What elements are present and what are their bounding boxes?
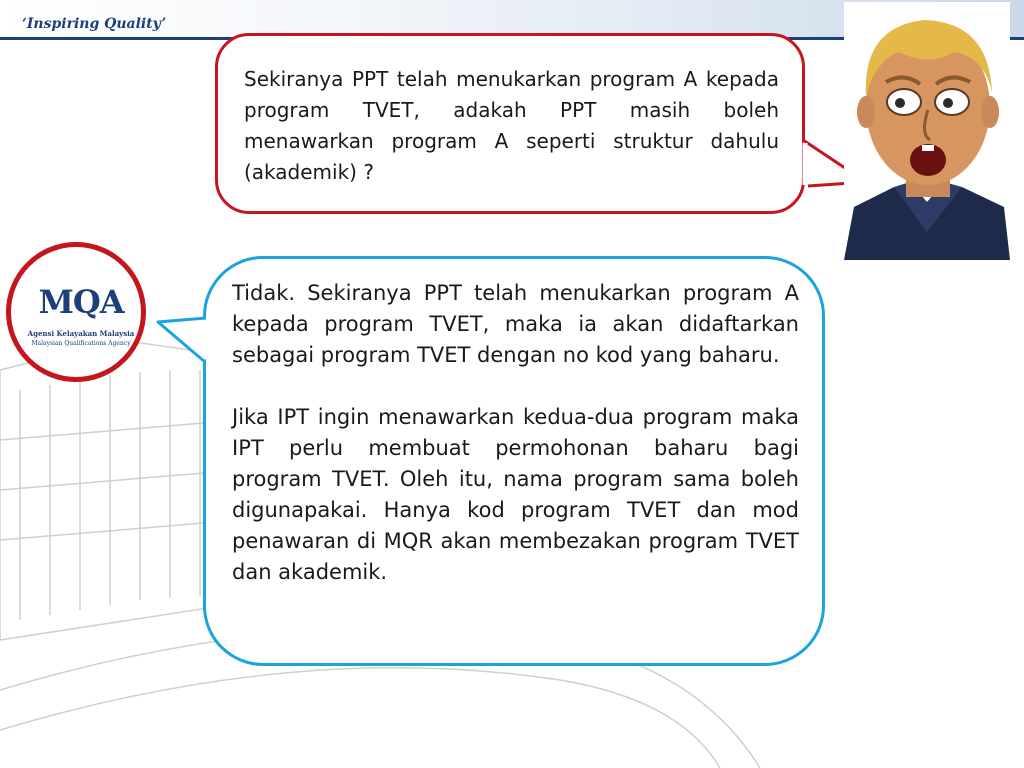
mqa-logo-mark: MQA [38, 283, 124, 321]
tagline: ‘Inspiring Quality’ [22, 16, 167, 32]
mqa-logo-name-malay: Agensi Kelayakan Malaysia [27, 329, 135, 338]
question-text: Sekiranya PPT telah menukarkan program A kepada program TVET, adakah PPT masih boleh menawarkan program A seperti struktur dahulu (akademik) ? [244, 67, 779, 184]
answer-text [232, 278, 799, 619]
answer-paragraph-2: Jika IPT ingin menawarkan kedua-dua program maka IPT perlu membuat permohonan baharu bagi program TVET. Oleh itu, nama program sama boleh digunapakai. Hanya kod program TVET dan mod penawaran di MQR akan membezakan program TVET dan akademik. [232, 405, 799, 584]
mqa-logo [6, 242, 146, 382]
answer-paragraph-1: Tidak. Sekiranya PPT telah menukarkan program A kepada program TVET, maka ia akan didaftarkan sebagai program TVET dengan no kod yang baharu. [232, 281, 799, 367]
mqa-logo-name-english: Malaysian Qualifications Agency [31, 340, 131, 347]
surprised-man-icon [844, 2, 1010, 260]
